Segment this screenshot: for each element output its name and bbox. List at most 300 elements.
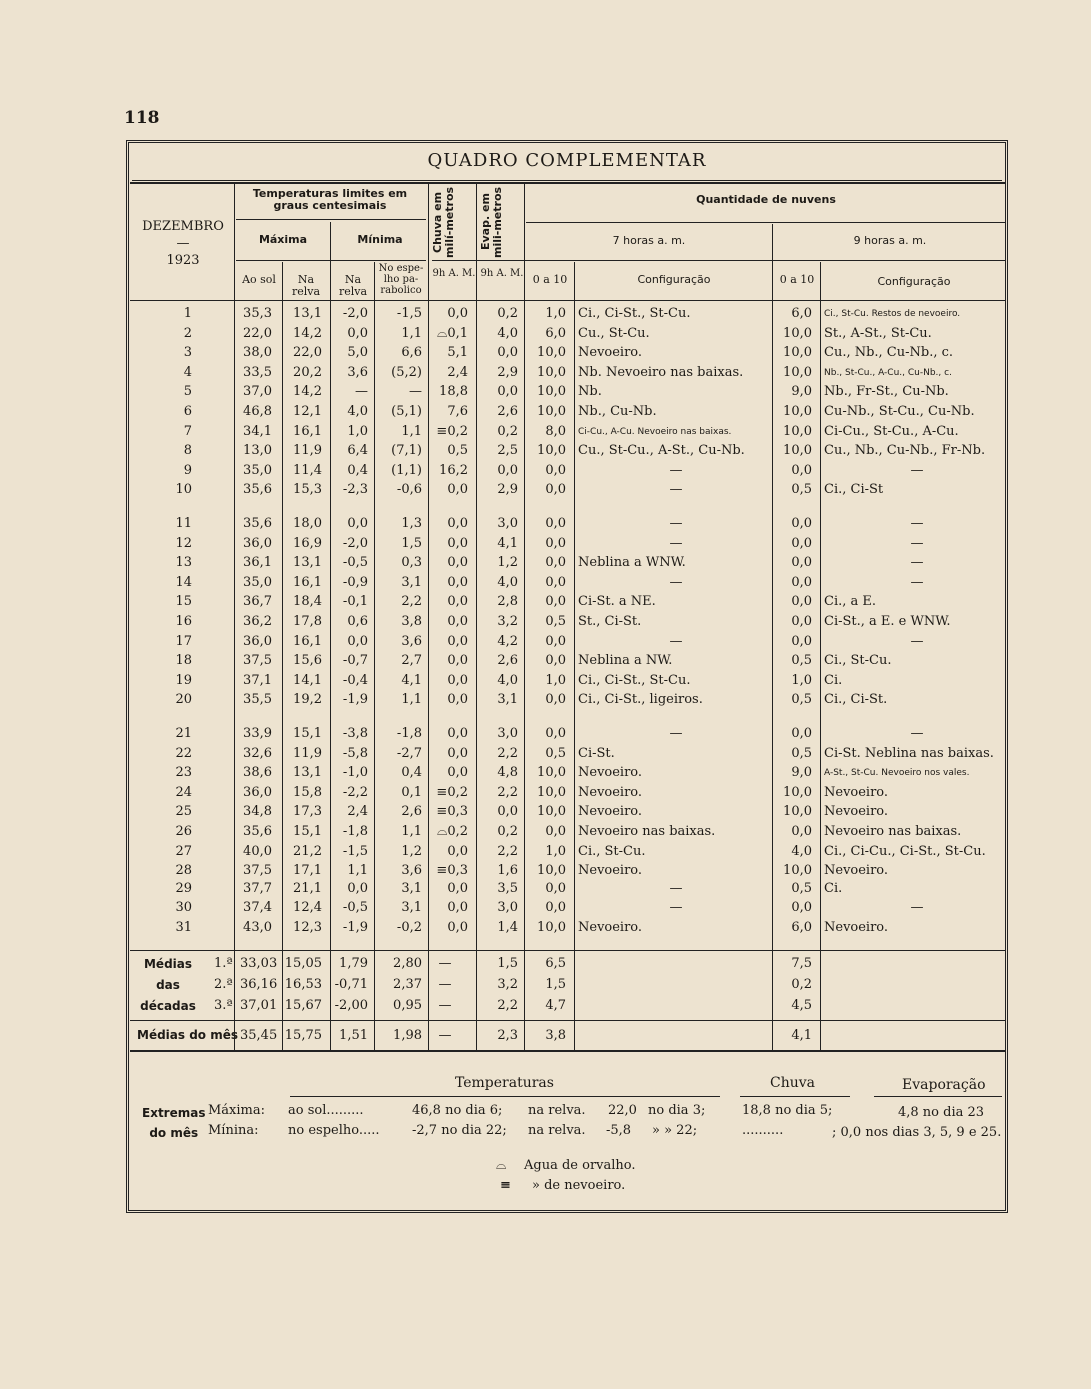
col-na-relva-min: Na relva [338, 273, 368, 298]
day-cell: 12 [175, 536, 192, 551]
table-cell: 10,0 [537, 365, 566, 380]
table-row [132, 783, 1008, 803]
day-cell: 30 [175, 900, 192, 915]
table-cell: — [355, 384, 368, 399]
rule [130, 1050, 1006, 1052]
table-cell: -1,0 [342, 765, 368, 780]
table-cell: 0,2 [497, 824, 518, 839]
footer-chuva: Chuva [770, 1075, 816, 1091]
rule [290, 1096, 720, 1097]
table-cell: 16,1 [293, 634, 322, 649]
table-row [132, 802, 1008, 822]
rule [874, 1096, 1002, 1097]
table-cell: 0,0 [447, 653, 468, 668]
table-cell: 15,3 [293, 482, 322, 497]
table-cell: Neblina a NW. [578, 653, 673, 668]
table-cell: 2,37 [393, 977, 422, 992]
col-ao-sol: Ao sol [242, 273, 276, 286]
table-cell: — [669, 881, 683, 896]
table-cell: 10,0 [537, 785, 566, 800]
day-cell: 27 [175, 844, 192, 859]
footer-evaporacao: Evaporação [902, 1077, 986, 1093]
table-cell: 0,5 [791, 653, 812, 668]
table-cell: Cu., St-Cu. [578, 326, 650, 341]
table-cell: 11,9 [293, 443, 322, 458]
legend-fog: » de nevoeiro. [532, 1178, 626, 1193]
rule [130, 300, 1006, 301]
table-cell: 0,0 [447, 306, 468, 321]
table-cell: 6,5 [545, 956, 566, 971]
table-cell: 1,2 [497, 555, 518, 570]
table-row [132, 822, 1008, 842]
table-cell: 3,2 [497, 977, 518, 992]
table-cell: 10,0 [783, 326, 812, 341]
extremas-label [142, 1103, 205, 1143]
day-cell: 20 [175, 692, 192, 707]
table-cell: 8,0 [545, 424, 566, 439]
table-cell: 37,4 [243, 900, 272, 915]
table-cell: Nevoeiro. [578, 345, 643, 360]
table-cell: 2,2 [497, 998, 518, 1013]
max-relva-value: 22,0 [608, 1103, 637, 1118]
day-cell: 23 [175, 765, 192, 780]
table-cell: 6,0 [545, 326, 566, 341]
table-cell: 16,1 [293, 575, 322, 590]
table-cell: 0,0 [545, 482, 566, 497]
table-cell: -1,9 [342, 920, 368, 935]
table-cell: A-St., St-Cu. Nevoeiro nos vales. [824, 768, 970, 778]
day-cell: 13 [175, 555, 192, 570]
table-cell: 2,7 [401, 653, 422, 668]
table-cell: -1,5 [396, 306, 422, 321]
table-cell: 0,0 [545, 555, 566, 570]
day-cell: 14 [175, 575, 192, 590]
table-cell: ≡0,3 [436, 804, 468, 819]
month-average-values [132, 1026, 1008, 1046]
table-cell: — [910, 900, 924, 915]
table-cell: 0,0 [545, 726, 566, 741]
averages-label-line3: décadas [140, 999, 196, 1013]
table-cell: Nb. [578, 384, 602, 399]
table-cell: 16,53 [284, 977, 322, 992]
table-cell: -0,7 [342, 653, 368, 668]
hour7-header: 7 horas a. m. [612, 234, 686, 247]
table-cell: 0,0 [447, 536, 468, 551]
table-cell: Neblina a WNW. [578, 555, 686, 570]
table-cell: 35,0 [243, 463, 272, 478]
rule [236, 219, 426, 220]
table-cell: Ci-St., a E. e WNW. [824, 614, 951, 629]
table-cell: 0,5 [791, 881, 812, 896]
table-cell: 22,0 [293, 345, 322, 360]
day-cell: 22 [175, 746, 192, 761]
table-cell: 0,0 [447, 482, 468, 497]
table-cell: 2,6 [401, 804, 422, 819]
table-cell: 18,8 [439, 384, 468, 399]
table-cell: 35,3 [243, 306, 272, 321]
table-cell: 1,1 [401, 424, 422, 439]
table-cell: 33,9 [243, 726, 272, 741]
table-row [132, 592, 1008, 612]
legend-dew-icon: ⌓ [496, 1158, 507, 1173]
table-cell: 2,5 [497, 443, 518, 458]
rule [740, 1096, 850, 1097]
table-cell: -0,5 [342, 555, 368, 570]
table-cell: 0,0 [497, 463, 518, 478]
table-cell: 4,0 [347, 404, 368, 419]
table-cell: 3,6 [401, 634, 422, 649]
table-cell: ≡0,3 [436, 863, 468, 878]
table-cell: 21,1 [293, 881, 322, 896]
table-cell: 6,6 [401, 345, 422, 360]
table-cell: -0,71 [334, 977, 368, 992]
table-cell: Nevoeiro. [824, 920, 889, 935]
day-cell: 2 [183, 326, 192, 341]
table-cell: 0,5 [791, 692, 812, 707]
table-row [132, 363, 1008, 383]
table-cell: Ci. [824, 881, 843, 896]
table-cell: (5,2) [391, 365, 422, 380]
table-cell: 40,0 [243, 844, 272, 859]
table-cell: 10,0 [783, 785, 812, 800]
table-cell: 2,2 [497, 746, 518, 761]
table-cell: 36,0 [243, 634, 272, 649]
table-cell: 36,0 [243, 785, 272, 800]
table-cell: -0,1 [342, 594, 368, 609]
table-cell: 21,2 [293, 844, 322, 859]
table-cell: — [910, 516, 924, 531]
table-cell: 34,1 [243, 424, 272, 439]
table-cell: 35,6 [243, 516, 272, 531]
table-cell: — [669, 575, 683, 590]
table-cell: 37,0 [243, 384, 272, 399]
day-cell: 21 [175, 726, 192, 741]
page-number: 118 [124, 108, 160, 128]
table-row [132, 553, 1008, 573]
table-row [132, 763, 1008, 783]
table-cell: 1,98 [393, 1028, 422, 1043]
table-cell: 0,0 [791, 555, 812, 570]
table-cell: 3,0 [497, 516, 518, 531]
table-cell: Ci-Cu., St-Cu., A-Cu. [824, 424, 959, 439]
table-cell: -1,9 [342, 692, 368, 707]
min-rain: .......... [742, 1123, 784, 1138]
table-cell: — [409, 384, 422, 399]
table-row [132, 861, 1008, 881]
table-cell: 0,5 [447, 443, 468, 458]
day-cell: 4 [183, 365, 192, 380]
table-cell: 17,1 [293, 863, 322, 878]
day-cell: 26 [175, 824, 192, 839]
table-cell: 38,0 [243, 345, 272, 360]
table-cell: 1,1 [401, 692, 422, 707]
table-cell: -0,2 [396, 920, 422, 935]
table-cell: 0,0 [545, 900, 566, 915]
table-cell: — [669, 536, 683, 551]
table-cell: 15,75 [284, 1028, 322, 1043]
hour9-header: 9 horas a. m. [853, 234, 927, 247]
table-cell: 1,0 [545, 306, 566, 321]
table-cell: 0,0 [447, 555, 468, 570]
table-cell: 46,8 [243, 404, 272, 419]
table-cell: 2,2 [401, 594, 422, 609]
table-cell: Nevoeiro. [578, 765, 643, 780]
table-cell: 10,0 [537, 384, 566, 399]
table-cell: 0,0 [545, 516, 566, 531]
table-cell: -2,2 [342, 785, 368, 800]
max-evaporation: 4,8 no dia 23 [898, 1105, 985, 1120]
table-cell: Ci. [824, 673, 843, 688]
max-relva-day: no dia 3; [648, 1103, 706, 1118]
extremas-line1: Extremas [142, 1106, 206, 1120]
table-cell: — [669, 482, 683, 497]
table-row [132, 402, 1008, 422]
table-cell: 0,0 [791, 726, 812, 741]
day-cell: 15 [175, 594, 192, 609]
table-cell: 9,0 [791, 765, 812, 780]
table-cell: -2,7 [396, 746, 422, 761]
table-cell: 4,1 [497, 536, 518, 551]
table-cell: 0,0 [447, 692, 468, 707]
day-cell: 7 [183, 424, 192, 439]
table-cell: 2,6 [497, 653, 518, 668]
table-cell: -2,00 [334, 998, 368, 1013]
legend-fog-icon: ≡ [500, 1178, 511, 1193]
table-cell: 1,79 [339, 956, 368, 971]
table-cell: 10,0 [783, 345, 812, 360]
col-na-relva-max: Na relva [291, 273, 321, 298]
footer-temperaturas: Temperaturas [455, 1075, 554, 1091]
table-cell: Ci-Cu., A-Cu. Nevoeiro nas baixas. [578, 427, 732, 437]
table-cell: 0,5 [545, 614, 566, 629]
table-cell: 5,0 [347, 345, 368, 360]
table-cell: Nevoeiro. [578, 785, 643, 800]
table-cell: 3,1 [497, 692, 518, 707]
table-cell: 0,0 [791, 614, 812, 629]
day-cell: 6 [183, 404, 192, 419]
rule [130, 950, 1006, 951]
table-cell: -1,5 [342, 844, 368, 859]
table-cell: 0,0 [791, 634, 812, 649]
table-row [132, 324, 1008, 344]
maxima-header: Máxima [258, 233, 308, 246]
table-cell: 36,7 [243, 594, 272, 609]
table-cell: -0,5 [342, 900, 368, 915]
table-cell: 4,0 [497, 575, 518, 590]
min-espelho: no espelho..... [288, 1123, 380, 1138]
table-cell: Ci., a E. [824, 594, 877, 609]
table-cell: Ci-St. [578, 746, 615, 761]
table-cell: 36,0 [243, 536, 272, 551]
table-cell: 2,4 [347, 804, 368, 819]
table-row [132, 343, 1008, 363]
day-cell: 28 [175, 863, 192, 878]
table-cell: 1,0 [545, 673, 566, 688]
table-cell: 35,6 [243, 482, 272, 497]
day-cell: 5 [183, 384, 192, 399]
table-cell: 7,5 [791, 956, 812, 971]
table-cell: 5,1 [447, 345, 468, 360]
table-cell: -1,8 [396, 726, 422, 741]
day-cell: 1 [183, 306, 192, 321]
table-cell: — [669, 463, 683, 478]
table-cell: — [669, 900, 683, 915]
table-cell: 13,0 [243, 443, 272, 458]
table-row [132, 480, 1008, 500]
table-cell: 0,0 [347, 326, 368, 341]
table-cell: 4,5 [791, 998, 812, 1013]
table-cell: 7,6 [447, 404, 468, 419]
table-cell: St., Ci-St. [578, 614, 642, 629]
min-evaporation: ; 0,0 nos dias 3, 5, 9 e 25. [832, 1125, 1002, 1140]
table-cell: Ci., Ci-St., ligeiros. [578, 692, 703, 707]
table-cell: 22,0 [243, 326, 272, 341]
table-cell: 10,0 [783, 804, 812, 819]
table-cell: 18,0 [293, 516, 322, 531]
table-cell: 36,1 [243, 555, 272, 570]
table-cell: (5,1) [391, 404, 422, 419]
table-cell: 0,0 [497, 804, 518, 819]
table-cell: 0,0 [447, 746, 468, 761]
table-row [132, 382, 1008, 402]
table-cell: 9,0 [791, 384, 812, 399]
table-cell: Nevoeiro. [578, 804, 643, 819]
table-cell: 0,0 [447, 726, 468, 741]
table-cell: 0,2 [497, 424, 518, 439]
rain-header: Chuva em milí-metros [431, 186, 456, 258]
table-cell: 35,0 [243, 575, 272, 590]
rule [526, 222, 1006, 223]
table-cell: 2,6 [497, 404, 518, 419]
table-cell: (1,1) [391, 463, 422, 478]
table-cell: 35,45 [240, 1028, 278, 1043]
table-cell: Nb. Nevoeiro nas baixas. [578, 365, 744, 380]
table-cell: 37,7 [243, 881, 272, 896]
table-cell: — [910, 463, 924, 478]
table-cell: 0,0 [791, 900, 812, 915]
day-cell: 16 [175, 614, 192, 629]
table-cell: ≡0,2 [436, 785, 468, 800]
day-cell: 10 [175, 482, 192, 497]
table-cell: 0,0 [447, 673, 468, 688]
table-cell: 10,0 [537, 920, 566, 935]
table-cell: 38,6 [243, 765, 272, 780]
table-cell: Cu., Nb., Cu-Nb., c. [824, 345, 954, 360]
max-ao-sol-value: 46,8 no dia 6; [412, 1103, 503, 1118]
table-cell: -0,9 [342, 575, 368, 590]
table-cell: 1,5 [401, 536, 422, 551]
table-cell: 0,0 [447, 634, 468, 649]
table-cell: 10,0 [783, 404, 812, 419]
table-cell: 6,4 [347, 443, 368, 458]
table-cell: 0,5 [545, 746, 566, 761]
min-relva-day: » » 22; [652, 1123, 698, 1138]
table-cell: 17,3 [293, 804, 322, 819]
table-cell: 1,0 [347, 424, 368, 439]
table-cell: 3,5 [497, 881, 518, 896]
table-row [132, 918, 1008, 938]
table-cell: Cu., Nb., Cu-Nb., Fr-Nb. [824, 443, 986, 458]
min-relva-label: na relva. [528, 1123, 586, 1138]
table-cell: — [438, 1028, 452, 1043]
table-cell: Nevoeiro nas baixas. [578, 824, 716, 839]
table-cell: 14,1 [293, 673, 322, 688]
table-cell: 0,0 [545, 881, 566, 896]
table-cell: 0,0 [545, 824, 566, 839]
table-cell: 0,5 [791, 746, 812, 761]
table-cell: 14,2 [293, 384, 322, 399]
table-cell: 0,0 [791, 824, 812, 839]
table-cell: 1,5 [545, 977, 566, 992]
table-cell: — [910, 634, 924, 649]
table-cell: 34,8 [243, 804, 272, 819]
table-cell: 16,1 [293, 424, 322, 439]
max-ao-sol: ao sol......... [288, 1103, 364, 1118]
table-cell: Ci., St-Cu. [578, 844, 646, 859]
table-cell: 37,5 [243, 653, 272, 668]
table-cell: 4,0 [497, 326, 518, 341]
table-cell: 2,2 [497, 785, 518, 800]
table-cell: ⌓0,2 [437, 824, 468, 839]
table-cell: 36,16 [240, 977, 278, 992]
table-cell: -0,6 [396, 482, 422, 497]
day-cell: 17 [175, 634, 192, 649]
table-cell: 0,0 [545, 692, 566, 707]
table-row [132, 461, 1008, 481]
clouds-header: Quantidade de nuvens [696, 193, 836, 206]
table-cell: 1,0 [791, 673, 812, 688]
table-cell: 0,2 [497, 306, 518, 321]
table-cell: 16,9 [293, 536, 322, 551]
table-cell: 33,03 [240, 956, 278, 971]
day-cell: 3 [183, 345, 192, 360]
table-cell: — [910, 555, 924, 570]
table-cell: 3,6 [347, 365, 368, 380]
table-title: QUADRO COMPLEMENTAR [132, 146, 1002, 183]
minima-header: Mínima [357, 233, 403, 246]
table-cell: 35,6 [243, 824, 272, 839]
table-row [132, 422, 1008, 442]
table-cell: -1,8 [342, 824, 368, 839]
table-cell: 17,8 [293, 614, 322, 629]
day-cell: 11 [175, 516, 192, 531]
table-cell: 10,0 [537, 804, 566, 819]
table-row [132, 690, 1008, 710]
table-cell: 3,6 [401, 863, 422, 878]
table-cell: 6,0 [791, 306, 812, 321]
table-cell: Nb., Fr-St., Cu-Nb. [824, 384, 949, 399]
table-cell: 3,0 [497, 900, 518, 915]
table-row [132, 534, 1008, 554]
rule [432, 260, 1006, 261]
table-cell: Ci., Ci-St., St-Cu. [578, 306, 691, 321]
col-scale-7h: 0 a 10 [532, 273, 568, 286]
table-cell: 19,2 [293, 692, 322, 707]
table-cell: 0,0 [447, 920, 468, 935]
table-cell: 2,80 [393, 956, 422, 971]
table-cell: 14,2 [293, 326, 322, 341]
table-cell: 0,0 [347, 634, 368, 649]
table-cell: 0,0 [791, 575, 812, 590]
day-cell: 8 [183, 443, 192, 458]
table-cell: 1,3 [401, 516, 422, 531]
table-cell: Ci., Ci-St. [824, 692, 888, 707]
day-cell: 25 [175, 804, 192, 819]
table-cell: 20,2 [293, 365, 322, 380]
table-cell: 0,0 [347, 881, 368, 896]
decade-average-row [132, 954, 1008, 974]
rule [130, 1020, 1006, 1021]
